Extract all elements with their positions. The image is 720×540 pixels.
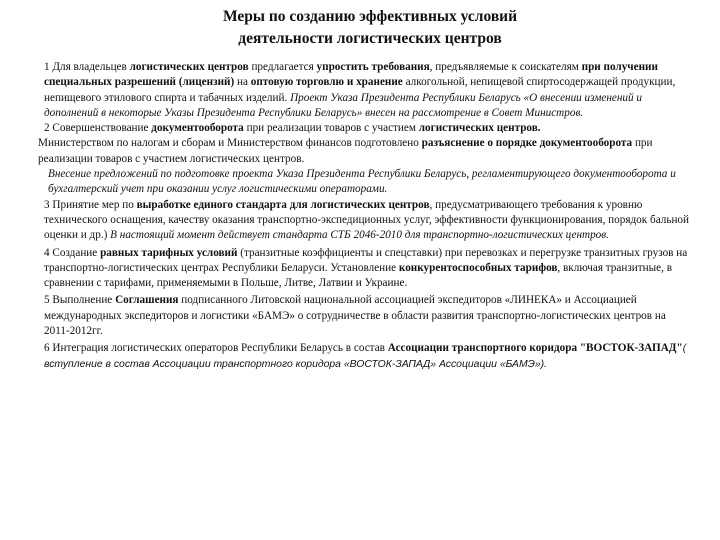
measure-4-text-3: , включая транзитные, в сравнении с тарифами, применяемыми в Польше, Литве, Латвии и Украине. [44, 261, 672, 290]
measure-2-detail [38, 136, 690, 167]
measure-1-text-1: 1 Для владельцев [44, 61, 130, 73]
measure-2-bold-3: разъяснение о порядке документооборота [421, 137, 633, 150]
measure-6-text-1: 6 Интеграция логистических операторов Республики Беларусь в состав [44, 342, 388, 355]
measure-1-text-3: , предъявляемые к соискателям [429, 61, 582, 73]
measure-3-note: В настоящий момент действует стандарта СТБ 2046-2010 для транспортно-логистических центров. [110, 229, 609, 242]
measure-4-text-1: 4 Создание [44, 246, 101, 259]
measure-5-text-1: 5 Выполнение [44, 294, 116, 307]
measure-5 [38, 293, 690, 339]
measure-5-bold-1: Соглашения [115, 294, 179, 307]
measure-3 [38, 198, 690, 244]
measure-1-bold-3: при получении специальных разрешений (лицензий) [44, 61, 658, 89]
measure-6-bold-1: Ассоциации транспортного коридора "ВОСТОК-ЗАПАД" [387, 342, 683, 355]
measure-1-text-5: алкогольной, непищевой спиртосодержащей продукции, непищевого этилового спирта и табачных изделий. [44, 76, 676, 104]
measure-4 [38, 246, 690, 292]
measure-3-bold-1: выработке единого стандарта для логистических центров [136, 198, 430, 211]
measure-6-note: ( вступление в состав Ассоциации транспортного коридора «ВОСТОК-ЗАПАД» Ассоциации «БАМЭ»). [44, 343, 687, 370]
measure-1-bold-1: логистических центров [129, 61, 249, 73]
measure-4-bold-1: равных тарифных условий [100, 246, 238, 259]
measure-1-note: Проект Указа Президента Республики Беларусь «О внесении изменений и дополнений в некоторые Указы Президента Республики Беларусь» внесен на рассмотрение в Совет Министров. [44, 91, 642, 119]
measure-1 [38, 60, 690, 121]
page-title [38, 6, 690, 50]
measure-4-bold-2: конкурентоспособных тарифов [398, 261, 558, 274]
measure-4-text-2: (транзитные коэффициенты и спецставки) при перевозках и перегрузке транзитных грузов на транспортно-логистических центрах Республики Беларуси. Установление [44, 246, 688, 274]
measure-2-bold-1: документооборота [151, 122, 244, 135]
measure-2-text-1: 2 Совершенствование [44, 122, 152, 135]
measure-3-text-1: 3 Принятие мер по [44, 198, 137, 211]
measure-1-text-4: на [234, 76, 251, 89]
measure-2-text-3: Министерством по налогам и сборам и Министерством финансов подготовлено [38, 137, 422, 150]
measure-5-text-2: подписанного Литовской национальной ассоциацией экспедиторов «ЛИНЕКА» и Ассоциацией международных экспедиторов и логистики «БАМЭ» о сотрудничестве в области развития транспортно-логистических центров на 2011-2012гг. [44, 294, 666, 338]
measure-2-bold-2: логистических центров. [418, 122, 541, 135]
measure-2-text-4: при реализации товаров с участием логистических центров. [38, 137, 653, 165]
measure-2-note-block [38, 167, 690, 198]
measure-1-bold-2: упростить требования [316, 61, 430, 73]
title-line-1: Меры по созданию эффективных условий [222, 8, 518, 25]
measure-1-text-2: предлагается [248, 61, 317, 73]
measures-list [38, 60, 690, 372]
measure-2 [38, 121, 690, 136]
measure-1-bold-4: оптовую торговлю и хранение [250, 76, 403, 89]
measure-6 [38, 341, 690, 372]
measure-2-text-2: при реализации товаров с участием [243, 122, 419, 135]
measure-2-note: Внесение предложений по подготовке проекта Указа Президента Республики Беларусь, регламентирующего документооборота и бухгалтерский учет при оказании услуг логистическими операторами. [48, 168, 676, 196]
measure-3-text-2: , предусматривающего требования к уровню технического оснащения, качеству оказания транспортно-экспедиционных услуг, эффективности функционирования, порядок бальной оценки и др.) [44, 198, 690, 242]
title-line-2: деятельности логистических центров [238, 30, 502, 47]
